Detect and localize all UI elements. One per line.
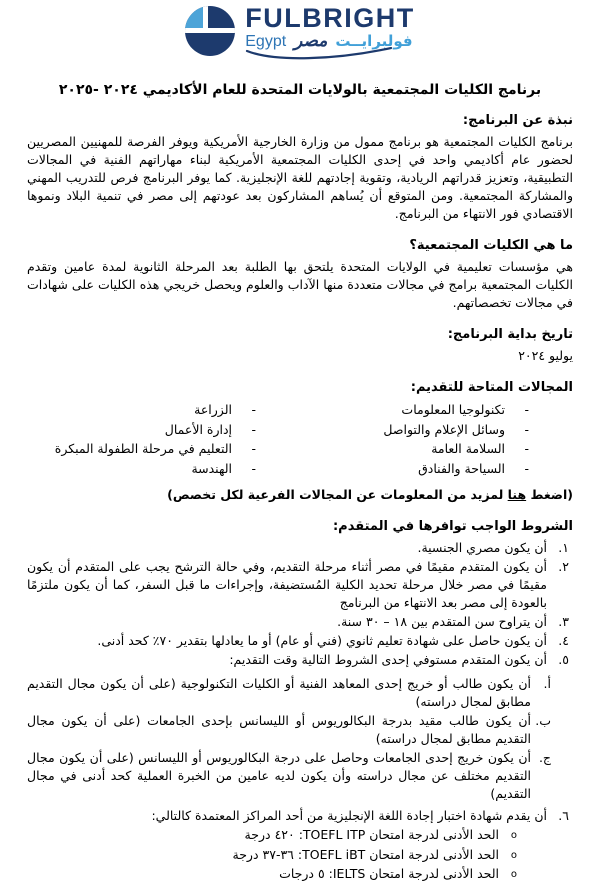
logo-brand-arabic: فولبرايــت <box>335 32 413 50</box>
field-item <box>0 459 256 479</box>
header <box>27 4 573 58</box>
item-text: أن يكون طالب مقيد بدرجة البكالوريوس أو الليسانس بإحدى الجامعات (على أن يكون مجال التقديم مطابق لمجال دراسته) <box>27 713 531 746</box>
requirement-item <box>27 807 573 825</box>
requirement-item <box>27 632 573 650</box>
start-date-heading: تاريخ بداية البرنامج: <box>447 327 573 342</box>
field-item <box>0 420 256 440</box>
note-prefix: (اضغط <box>526 487 573 502</box>
status-options-list <box>27 675 555 803</box>
item-text: أن يكون المتقدم مستوفي إحدى الشروط التالية وقت التقديم: <box>229 652 547 667</box>
fields-column-left <box>0 400 256 478</box>
what-heading: ما هي الكليات المجتمعية؟ <box>409 238 573 253</box>
field-label: إدارة الأعمال <box>164 421 232 437</box>
requirement-item <box>27 558 573 612</box>
field-label: تكنولوجيا المعلومات <box>401 402 505 417</box>
dash-bullet: - <box>251 402 256 417</box>
logo-egypt-label: Egypt <box>245 33 287 50</box>
field-item <box>256 439 529 459</box>
field-item <box>256 400 529 420</box>
field-item <box>256 420 529 440</box>
dash-bullet: - <box>251 460 256 476</box>
dash-bullet: - <box>251 421 256 437</box>
item-text: أن يكون طالب أو خريج إحدى المعاهد الفنية أو الكليات التكنولوجية (على أن يكون مجال التقديم مطابق لمجال دراسته) <box>27 676 531 709</box>
item-letter: ج. <box>538 750 551 765</box>
dash-bullet: - <box>524 460 529 476</box>
field-label: السلامة العامة <box>431 441 505 456</box>
status-option-item <box>27 749 555 803</box>
field-label: السياحة والفنادق <box>418 460 505 476</box>
requirement-item <box>27 651 573 669</box>
note-suffix: لمزيد من المعلومات عن المجالات الفرعية لكل تخصص) <box>167 487 508 502</box>
item-text: الحد الأدنى لدرجة امتحان TOEFL ITP: ٤٢٠ درجة <box>244 827 499 842</box>
field-item <box>256 459 529 479</box>
item-number: ٥. <box>558 652 569 667</box>
fulbright-globe-icon <box>185 6 235 56</box>
page-title: برنامج الكليات المجتمعية بالولايات المتحدة للعام الأكاديمي ٢٠٢٤ -٢٠٢٥ <box>58 82 542 98</box>
circle-bullet: o <box>510 849 517 861</box>
logo-text <box>245 4 414 58</box>
item-letter: أ. <box>543 676 551 691</box>
logo-brand-name: FULBRIGHT <box>245 3 415 33</box>
about-paragraph: برنامج الكليات المجتمعية هو برنامج ممول من وزارة الخارجية الأمريكية ويوفر الفرصة للمهنيين المصريين لحضور عام أكاديمي واحد في إحدى الكليات المجتمعية الأمريكية لبناء مهاراتهم الفنية في المجالات التطبيقية، وتعزيز قدراتهم الريادية، وتقوية إجادتهم للغة الإنجليزية. كما يوفر البرنامج فرص للتدريب المهني والمشاركة المجتمعية. ومن المتوقع أن يُساهم المشاركون بعد عودتهم إلى مصر في تنمية البلاد ونموها الاقتصادي فور الانتهاء من البرنامج. <box>27 134 573 221</box>
here-link[interactable]: هنا <box>507 487 527 502</box>
status-option-item <box>27 675 555 711</box>
requirement-item <box>27 613 573 631</box>
item-text: أن يكون مصري الجنسية. <box>417 540 547 555</box>
requirement-item-6-wrap <box>27 807 573 825</box>
logo-subline <box>245 32 414 58</box>
item-text: الحد الأدنى لدرجة امتحان TOEFL iBT: ٣٦-٣٧ درجة <box>232 846 499 862</box>
field-label: وسائل الإعلام والتواصل <box>383 421 505 437</box>
circle-bullet: o <box>510 869 517 880</box>
fulbright-logo <box>185 4 414 58</box>
item-number: ٢. <box>558 559 569 574</box>
item-text: أن يقدم شهادة اختبار إجادة اللغة الإنجليزية من أحد المراكز المعتمدة كالتالي: <box>151 808 547 823</box>
item-text: أن يكون خريج إحدى الجامعات وحاصل على درجة البكالوريوس أو الليسانس (على أن يكون مجال التقديم مختلف عن مجال دراسته وأن يكون لديه عامين من الخبرة العملية كحد أدنى في مجال التقديم) <box>27 750 531 801</box>
field-label: الهندسة <box>191 460 232 476</box>
dash-bullet: - <box>251 441 256 456</box>
logo-swoosh-icon <box>245 47 395 61</box>
english-tests-list <box>27 826 517 881</box>
requirements-heading: الشروط الواجب توافرها في المتقدم: <box>332 519 573 534</box>
requirement-item <box>27 539 573 557</box>
dash-bullet: - <box>524 441 529 456</box>
english-test-item <box>27 826 517 846</box>
dash-bullet: - <box>524 421 529 437</box>
fields-column-right <box>256 400 529 478</box>
logo-misr-script: مصر <box>294 31 328 51</box>
start-date-value: يوليو ٢٠٢٤ <box>518 348 573 363</box>
item-letter: ب. <box>535 713 551 728</box>
circle-bullet: o <box>510 830 517 841</box>
fields-heading: المجالات المتاحة للتقديم: <box>410 380 573 395</box>
english-test-item <box>27 865 517 881</box>
item-text: أن يكون حاصل على شهادة تعليم ثانوي (فني أو عام) أو ما يعادلها بتقدير ٧٠٪ كحد أدنى. <box>97 633 547 648</box>
item-number: ١. <box>558 540 569 555</box>
item-number: ٤. <box>558 633 569 648</box>
status-option-item <box>27 712 555 748</box>
what-paragraph: هي مؤسسات تعليمية في الولايات المتحدة يلتحق بها الطلبة بعد المرحلة الثانوية لمدة عامين وتقدم الكليات المجتمعية برامج في مجالات متعددة منها الآداب والعلوم ويحصل خريجي هذه الكليات على شهادات في مجالات تخصصاتهم. <box>27 259 573 310</box>
english-test-item <box>27 846 517 866</box>
subfields-note <box>27 486 573 504</box>
item-text: الحد الأدنى لدرجة امتحان IELTS: ٥ درجات <box>279 866 499 881</box>
field-item <box>0 439 256 459</box>
field-item <box>0 400 256 420</box>
requirements-list <box>27 539 573 669</box>
item-number: ٣. <box>558 614 569 629</box>
item-text: أن يتراوح سن المتقدم بين ١٨ – ٣٠ سنة. <box>337 614 547 629</box>
item-text: أن يكون المتقدم مقيمًا في مصر أثناء مرحلة التقديم، وفي حالة الترشح يجب على المتقدم أن يكون مقيمًا في مصر خلال مرحلة تحديد الكلية المُستضيفة، وإجراءات ما قبل السفر، كما أن يكون ملتزمًا بالعودة إلى مصر بعد الانتهاء من البرنامج <box>27 559 547 610</box>
item-number: ٦. <box>558 808 569 823</box>
about-heading: نبذة عن البرنامج: <box>462 113 573 128</box>
field-label: الزراعة <box>194 402 232 417</box>
dash-bullet: - <box>524 402 529 417</box>
fields-columns <box>27 400 573 478</box>
field-label: التعليم في مرحلة الطفولة المبكرة <box>54 441 232 456</box>
